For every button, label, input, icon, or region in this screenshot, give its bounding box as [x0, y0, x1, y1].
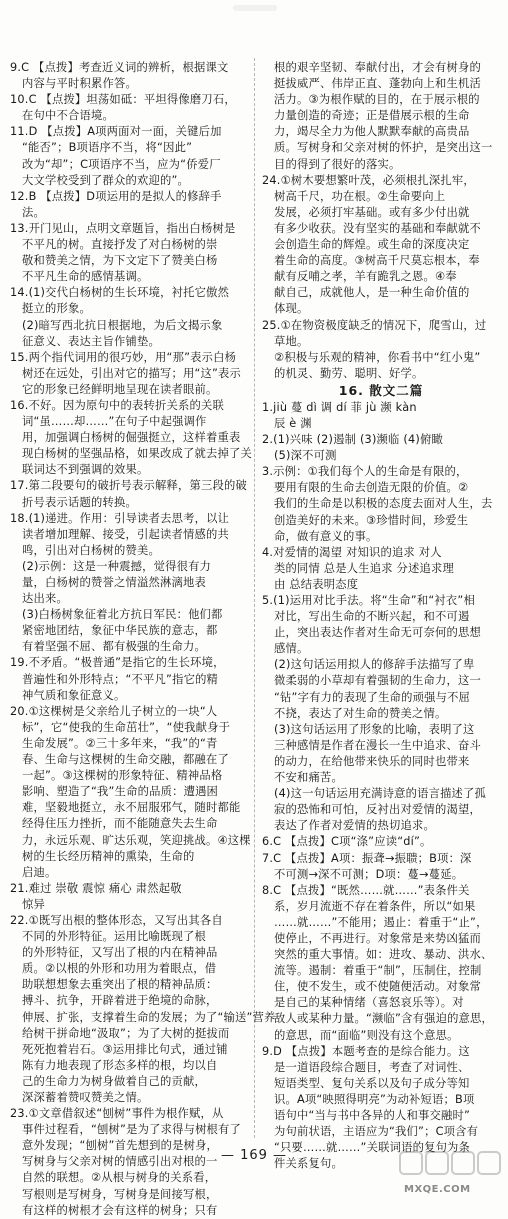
- answer-line: 献有反哺之孝，羊有跪乳之恩。④奉: [274, 270, 457, 284]
- answer-line: 春、生命与这棵树的生命交融，都融在了: [22, 753, 229, 767]
- answer-line: 自然的联想。②从根与树身的关系看，: [22, 1171, 217, 1185]
- answer-line: 词“虽……却……”在句子中起强调作: [22, 415, 207, 429]
- answer-line: 表达了作者对爱情的热切追求。: [274, 819, 435, 833]
- section-title: 16. 散文二篇: [338, 382, 424, 398]
- answer-line: 写树身与父亲对树的情感引出对根的一: [22, 1155, 218, 1169]
- answer-line: 量，白杨树的赞誉之情溢然淋漓地表: [22, 576, 206, 589]
- answer-line: 在句中不合语境。: [22, 109, 114, 123]
- answer-line: 联词达不到强调的效果。: [22, 463, 149, 477]
- answer-line: 达出来。: [22, 592, 68, 606]
- answer-line: “钻”字有力的表现了生命的顽强与不屈: [274, 690, 471, 704]
- answer-line: 2.(1)兴味 (2)遏制 (3)濒临 (4)俯瞰: [262, 433, 443, 447]
- answer-line: 对比，写出生命的不断兴起，和不可遏: [274, 610, 470, 624]
- answer-line: 22.①既写出根的整体形态，又写出其各自: [10, 913, 223, 927]
- answer-line: 经得住压力挫折，而不能随意失去生命: [22, 817, 218, 831]
- answer-line: 12.B 【点拨】D项运用的是拟人的修辞手: [10, 189, 222, 203]
- answer-line: 事件过程看，“刨树”是为了求得与树根有了: [22, 1123, 242, 1137]
- answer-line: 树的生长经历精神的熏染，生命的: [22, 849, 195, 863]
- answer-line: 16.不好。因为原句中的表转折关系的关联: [10, 398, 225, 412]
- answer-line: 献自己，成就他人，是一种生命价值的: [274, 286, 470, 300]
- answer-line: ……就……”不能用；遏止：着重于“止”，: [274, 915, 488, 929]
- answer-line: 不可测→深不可测；D项：蔓→蔓延。: [274, 867, 464, 881]
- answer-line: 力量创造的奇迹；正是借展示根的生命: [274, 109, 470, 123]
- answer-line: 7.C 【点拨】A项：振聋→振聩；B项：深: [262, 851, 472, 865]
- answer-line: 改为“却”；C项语序不当，应为“侨爱厂: [22, 157, 221, 171]
- answer-line: 辰 è 渊: [274, 416, 312, 430]
- answer-line: 普遍性和外形特点；“不平凡”指它的精: [22, 672, 219, 686]
- answer-line: (3)白杨树象征着北方抗日军民：他们都: [22, 608, 223, 622]
- answer-line: 感情。: [274, 642, 309, 656]
- answer-line: 法。: [22, 205, 45, 219]
- answer-line: 敬和赞美之情，为下文定下了赞美白杨: [22, 254, 218, 268]
- answer-line: 发展，必须打牢基础。或有多少付出就: [274, 205, 470, 219]
- answer-line: 质。②以根的外形和功用为着眼点，借: [22, 962, 217, 976]
- answer-line: 着生命的高度。③树高千尺莫忘根本，奉: [274, 254, 480, 268]
- answer-line: (2)这句话运用拟人的修辞手法描写了卑: [274, 658, 475, 672]
- answer-line: 给树干拼命地“汲取”；为了大树的挺拔而: [22, 1026, 230, 1040]
- answer-line: 伸展、扩张，支撑着生命的发展；为了“输送”营养: [22, 1010, 276, 1024]
- answer-line: 写根则是写树身，写树身是间接写根，: [22, 1187, 218, 1201]
- answer-line: 要用有限的生命去创造无限的价值。②: [274, 481, 469, 495]
- answer-line: 助联想想象去重突出了根的精神品质：: [22, 978, 218, 992]
- answer-line: 13.开门见山，点明文章题旨，指出白杨树是: [10, 221, 236, 235]
- answer-line: “能否”；B项语序不当，将“因此”: [22, 141, 193, 155]
- answer-line: 死死抱着岩石。③运用排比句式，通过铺: [22, 1042, 228, 1056]
- answer-line: 的动力，在给他带来快乐的同时也带来: [274, 754, 470, 768]
- answer-line: 的外形特征，又写出了根的内在精神品: [22, 946, 218, 960]
- answer-line: 深深蓄着赞叹赞美之情。: [22, 1091, 149, 1104]
- answer-line: 不同的外形特征。运用比喻既现了根: [22, 930, 206, 944]
- answer-line: 会创造生命的辉煌。或生命的深度决定: [274, 238, 470, 252]
- answer-line: 神气质和象征意义。: [22, 688, 126, 702]
- answer-line: 有多少收获。没有坚实的基础和奉献就不: [274, 221, 481, 235]
- answer-line: 8.C 【点拨】“既然……就……”表条件关: [262, 883, 470, 897]
- answer-line: 大文学校受到了群众的欢迎的”。: [22, 173, 190, 187]
- answer-line: 用，加强调白杨树的倔强挺立，这样着重表: [22, 431, 241, 445]
- answer-line: 三种感情是作者在漫长一生中追求、奋斗: [274, 738, 481, 752]
- answer-line: 微柔弱的小草却有着强韧的生命力，这一: [274, 674, 481, 688]
- answer-line: 14.(1)交代白杨树的生长环境，衬托它傲然: [10, 286, 230, 300]
- answer-line: 25.①在物资极度缺乏的情况下，爬雪山，过: [262, 318, 487, 332]
- answer-line: 一起”。③这棵树的形象特征、精神品格: [22, 769, 223, 783]
- answer-line: 10.C 【点拨】坦荡如砥：平坦得像磨刀石，: [10, 93, 236, 107]
- answer-line: 惊异: [22, 897, 45, 911]
- answer-line: 影响、塑造了“我”生命的品质：遭遇困: [22, 785, 219, 799]
- answer-line: 识。A项“映照得明亮”为动补短语；B项: [274, 1092, 475, 1106]
- column-divider: [254, 58, 255, 1138]
- answer-line: 21.难过 崇敬 震惊 痛心 肃然起敬: [10, 881, 182, 895]
- answer-line: (3)这句话运用了形象的比喻，表明了这: [274, 722, 475, 736]
- answer-line: 现白杨树的坚强品格，如果改成了就去掉了关: [22, 447, 252, 461]
- answer-line: 折号表示话题的转换。: [22, 495, 137, 509]
- answer-line: 紧密地团结，象征中华民族的意志，都: [22, 624, 218, 638]
- answer-line: 创造美好的未来。③珍惜时间，珍爱生: [274, 513, 469, 527]
- answer-line: 系，岁月流逝不存在着条件，所以“如果: [274, 899, 476, 913]
- answer-line: (2)示例：这是一种震撼，觉得很有力: [22, 559, 212, 573]
- answer-line: (5)深不可测: [274, 449, 337, 463]
- answer-line: 19.不矛盾。“极普通”是指它的生长环境，: [10, 656, 225, 670]
- answer-line: (2)暗写西北抗日根据地，为后文揭示象: [22, 318, 223, 332]
- answer-line: 24.①树木要想繁叶茂，必须根扎深扎牢，: [262, 173, 475, 187]
- answer-line: “只要……就……”关联词语的复句为条: [274, 1141, 471, 1155]
- answer-line: 短语类型、复句关系以及句子成分等知: [274, 1076, 470, 1090]
- answer-line: 陈有力地表现了形态多样的根，均以自: [22, 1058, 218, 1072]
- answer-line: 17.第二段要句的破折号表示解释，第三段的破: [10, 479, 248, 493]
- answer-line: 使停止，不再进行。对象常是来势凶猛而: [274, 931, 481, 945]
- answer-line: 有着坚强不屈、都有极强的生命力。: [22, 640, 206, 654]
- answer-line: 18.(1)递进。作用：引导读者去思考，以让: [10, 511, 230, 525]
- answer-line: 20.①这棵树是父亲给儿子树立的一块“人: [10, 704, 218, 718]
- answer-line: 我们的生命是以积极的态度去面对人生，去: [274, 497, 493, 511]
- watermark-url: MXQE.COM: [404, 1184, 471, 1195]
- answer-line: 15.两个指代词用的很巧妙，用“那”表示白杨: [10, 350, 237, 364]
- answer-line: 类的同情 总是人生追求 分述追求理: [274, 561, 455, 575]
- answer-line: 语句中“当与书中各异的人和事交融时”: [274, 1109, 471, 1122]
- answer-line: 为句前状语，主语应为“我们”；C项含有: [274, 1125, 479, 1139]
- answer-line: 有这样的树根才会有这样的树身；只有: [22, 1203, 218, 1217]
- answer-line: 它的形象已经鲜明地呈现在读者眼前。: [22, 382, 218, 396]
- answer-line: ②积极与乐观的精神，你看书中“红小鬼”: [274, 350, 481, 364]
- answer-line: 鸣，引出对白杨树的赞美。: [22, 543, 160, 557]
- answer-line: 挺拔威严、伟岸正直、蓬勃向上和生机活: [274, 77, 481, 91]
- answer-line: 9.C 【点拨】考查近义词的辨析，根据课文: [10, 61, 229, 74]
- answer-line: 不安和痛苦。: [274, 771, 343, 785]
- answer-line: 23.①文章借叙述“刨树”事件为根作赋，从: [10, 1107, 224, 1121]
- answer-line: 不平凡生命的感情基调。: [22, 270, 149, 284]
- answer-line: 难，坚毅地挺立，永不屈服邪气，随时都能: [22, 801, 241, 815]
- answer-line: 的意思，而“面临”则没有这个意思。: [274, 1028, 459, 1042]
- answer-line: 体现。: [274, 302, 309, 316]
- answer-line: 命，做有意义的事。: [274, 529, 378, 543]
- page-number: — 169 —: [220, 1148, 288, 1163]
- answer-line: 标”，它“使我的生命茁壮”，“使我献身于: [22, 720, 231, 734]
- right-column: [262, 60, 500, 1172]
- answer-line: 树高千尺，功在根。②生命要向上: [274, 189, 446, 203]
- answer-line: 质。写树身和父亲对树的怀护，是突出这一: [274, 141, 493, 155]
- answer-line: 不挠，表达了对生命的赞美之情。: [274, 706, 447, 720]
- answer-line: 目的得到了很好的落实。: [274, 157, 401, 171]
- answer-line: 力，竭尽全力为他人默默奉献的高贵品: [274, 125, 470, 139]
- answer-line: 由 总结表明态度: [274, 577, 359, 591]
- answer-line: 3.示例：①我们每个人的生命是有限的，: [262, 465, 468, 479]
- answer-line: 11.D 【点拨】A项两面对一面，关键后加: [10, 125, 222, 139]
- answer-line: 根的艰辛坚韧、奉献付出，才会有树身的: [274, 61, 481, 74]
- answer-line: 敌人或某种力量。“濒临”含有强迫的意思，: [274, 1012, 494, 1026]
- answer-line: 止，突出表达作者对生命无可奈何的思想: [274, 626, 481, 640]
- answer-line: 住，使不发生，或不使随便活动。对象常: [274, 980, 481, 994]
- answer-line: 树还在远处，引出对它的描写；用“这”表示: [22, 366, 242, 380]
- answer-line: 寂的恐怖和可怕，反衬出对爱情的渴望，: [274, 803, 481, 817]
- answer-line: 4.对爱情的渴望 对知识的追求 对人: [262, 545, 442, 559]
- answer-line: 突然的重大事情。如：进攻、暴动、洪水、: [274, 948, 493, 962]
- answer-line: 力，永远乐观、旷达乐观，笑迎挑战。④这棵: [22, 833, 251, 847]
- answer-line: 1.jiù 蔓 dì 调 dí 菲 jù 濒 kàn: [262, 400, 417, 414]
- answer-line: 生命发展”。②三十多年来，“我”的“青: [22, 736, 218, 750]
- answer-line: 不平凡的树。直接抒发了对白杨树的崇: [22, 238, 218, 252]
- answer-line: 是一道语段综合题目，考查了对词性、: [274, 1060, 470, 1074]
- answer-line: 搏斗、抗争，开辟着进于绝境的命脉，: [22, 994, 218, 1008]
- answer-line: 征意义、表达主旨作铺垫。: [22, 334, 160, 348]
- answer-line: 己的生命力为树身做着自己的贡献，: [22, 1074, 206, 1088]
- answer-line: 内容与平时积累作答。: [22, 77, 137, 91]
- answer-line: 活力。③为根作赋的目的，在于展示根的: [274, 93, 480, 107]
- answer-line: 5.(1)运用对比手法。将“生命”和“衬衣”相: [262, 594, 475, 607]
- top-watermark-icon: [232, 2, 278, 14]
- answer-line: 件关系复句。: [274, 1157, 343, 1171]
- answer-line: 流等。遏制：着重于“制”，压制住，控制: [274, 964, 482, 978]
- answer-line: (4)这一句话运用充满诗意的语言描述了孤: [274, 787, 487, 801]
- answer-line: 9.D 【点拨】本题考查的是综合能力。这: [262, 1044, 470, 1058]
- answer-line: 6.C 【点拨】C项“涤”应读“dí”。: [262, 835, 432, 849]
- answer-line: 读者增加理解、接受，引起读者情感的共: [22, 527, 229, 541]
- answer-line: 的机灵、勤劳、聪明、好学。: [274, 366, 424, 380]
- answer-line: 挺立的形象。: [22, 302, 91, 316]
- answer-line: 是自己的某种情绪（喜怒哀乐等）。对: [274, 996, 464, 1010]
- answer-line: 草地。: [274, 334, 309, 348]
- answer-line: 启迪。: [22, 865, 57, 879]
- answer-line: 意外发现；“刨树”首先想到的是树身，: [22, 1139, 219, 1153]
